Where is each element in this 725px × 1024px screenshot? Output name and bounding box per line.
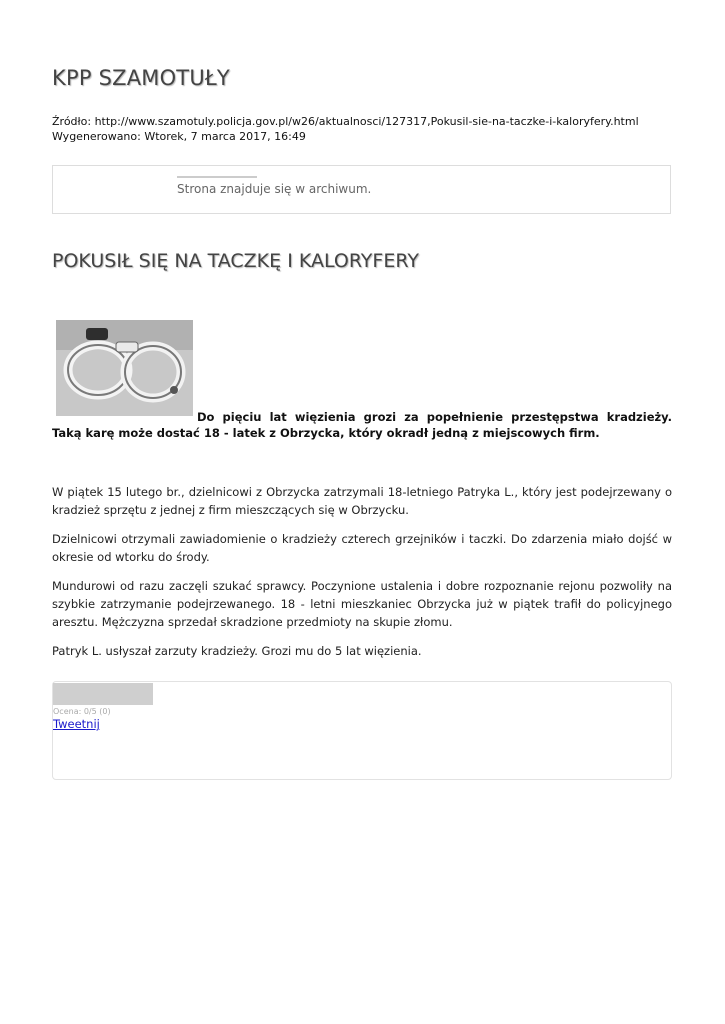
rating-label: Ocena: 0/5 (0) — [53, 707, 111, 716]
site-title: KPP SZAMOTUŁY — [52, 66, 230, 90]
article-title: POKUSIŁ SIĘ NA TACZKĘ I KALORYFERY — [52, 250, 419, 272]
archive-message: Strona znajduje się w archiwum. — [177, 182, 372, 196]
source-url: Źródło: http://www.szamotuly.policja.gov.pl/w26/aktualnosci/127317,Pokusil-sie-na-taczke-i-kaloryfery.html — [52, 115, 639, 128]
article-body — [52, 483, 672, 671]
tweet-link[interactable]: Tweetnij — [53, 717, 100, 731]
paragraph: W piątek 15 lutego br., dzielnicowi z Obrzycka zatrzymali 18-letniego Patryka L., który jest podejrzewany o kradzież sprzętu z jednej z firm mieszczących się w Obrzycku. — [52, 485, 672, 517]
paragraph: Mundurowi od razu zaczęli szukać sprawcy. Poczynione ustalenia i dobre rozpoznanie rejonu pozwoliły na szybkie zatrzymanie podejrzewanego. 18 - letni mieszkaniec Obrzycka już w piątek trafił do policyjnego aresztu. Mężczyzna sprzedał skradzione przedmioty na skupie złomu. — [52, 579, 672, 629]
meta-info — [52, 114, 639, 144]
archive-notice — [52, 165, 671, 214]
archive-divider — [177, 176, 257, 178]
rating-stars[interactable] — [53, 683, 153, 705]
paragraph: Patryk L. usłyszał zarzuty kradzieży. Grozi mu do 5 lat więzienia. — [52, 644, 422, 658]
handcuffs-photo — [56, 320, 193, 416]
paragraph: Dzielnicowi otrzymali zawiadomienie o kradzieży czterech grzejników i taczki. Do zdarzenia miało dojść w okresie od wtorku do środy. — [52, 532, 672, 564]
article-lead — [52, 409, 672, 441]
lead-text: Do pięciu lat więzienia grozi za popełnienie przestępstwa kradzieży. Taką karę może dostać 18 - latek z Obrzycka, który okradł jedną z miejscowych firm. — [52, 410, 672, 440]
generated-date: Wygenerowano: Wtorek, 7 marca 2017, 16:49 — [52, 130, 306, 143]
rating-panel — [52, 681, 672, 780]
